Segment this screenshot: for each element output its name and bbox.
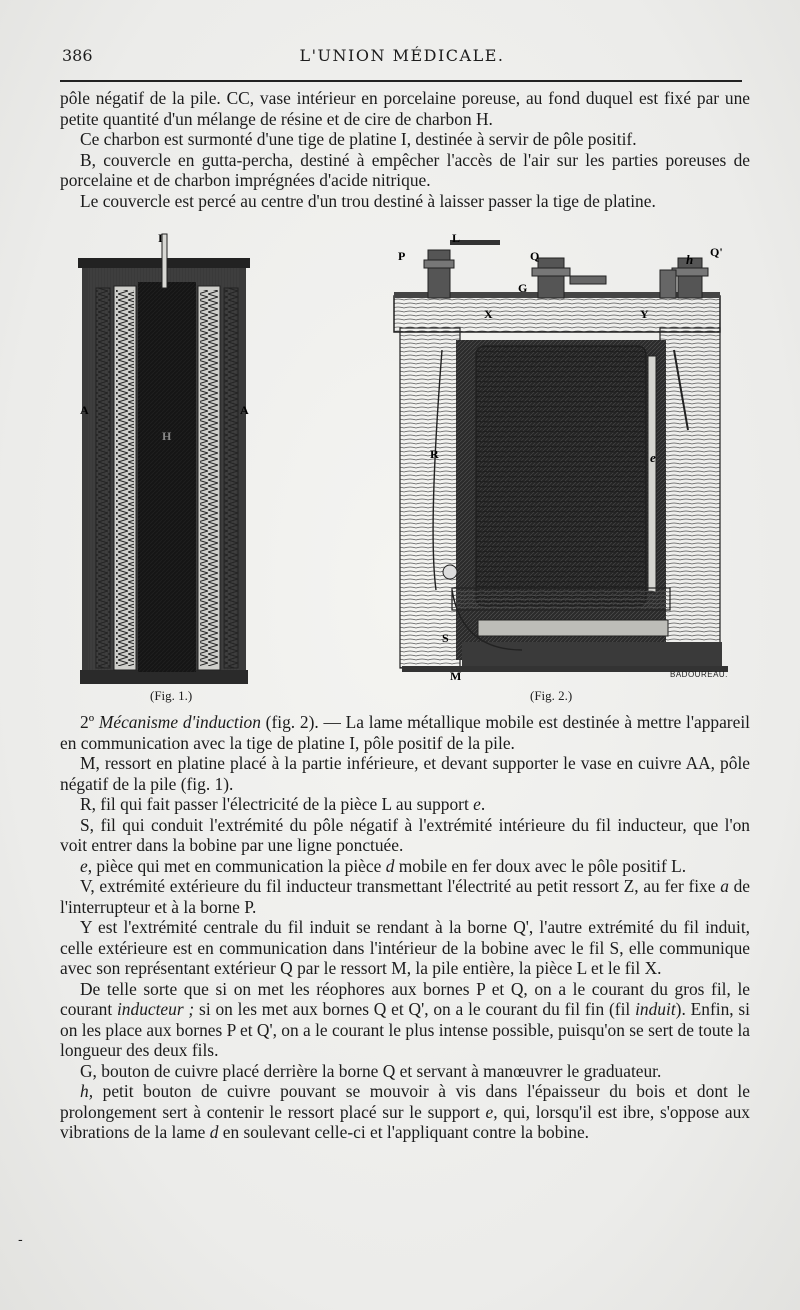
fig2-label-Q-prime: Q' (710, 245, 723, 259)
engraver-signature: BADOUREAU. (670, 670, 728, 679)
running-head (62, 40, 742, 70)
intro-paragraph: B, couvercle en gutta-percha, destiné à empêcher l'accès de l'air sur les parties poreuses de porcelaine et de charbon imprégnées d'acide nitrique. (60, 149, 750, 190)
fig1-label-H: H (162, 429, 172, 443)
fig1-label-I: I (158, 231, 163, 245)
paragraph-R: R, fil qui fait passer l'électricité de la pièce L au support e. (80, 794, 486, 814)
paragraph-e: e, pièce qui met en communication la pièce d mobile en fer doux avec le pôle positif L. (80, 855, 687, 876)
paragraph-h: h, petit bouton de cuivre pouvant se mouvoir à vis dans l'épaisseur du bois et dont le prolongement sert à contenir le ressort placé sur le support e, qui, lorsqu'il est ibre, s'oppose aux vibrations de la lame d en soulevant celle-ci et l'appliquant contre la bobine. (60, 1081, 750, 1142)
paragraph-V: V, extrémité extérieure du fil inducteur transmettant l'électrité au petit ressort Z, au fer fixe a de l'interrupteur et à la borne P. (60, 876, 751, 917)
intro-paragraph: Ce charbon est surmonté d'une tige de platine I, destinée à servir de pôle positif. (80, 129, 637, 149)
fig2-label-Q: Q (530, 249, 540, 263)
terminal-P (428, 250, 450, 298)
section-paragraph: 2º Mécanisme d'induction (fig. 2). — La lame métallique mobile est destinée à mettre l'appareil en communication avec la tige de platine I, pôle positif de la pile. (60, 712, 750, 753)
page-number: 386 (62, 46, 93, 65)
fig2-label-R: R (430, 447, 439, 461)
figure-1-caption: (Fig. 1.) (150, 688, 193, 703)
top-plank (394, 296, 720, 332)
fig2-label-G: G (518, 281, 528, 295)
intro-text (60, 88, 750, 211)
section-number: 2º (80, 712, 95, 732)
paragraph-reophores: De telle sorte que si on met les réophores aux bornes P et Q, on a le courant du gros fil, le courant inducteur ; si on les met aux bornes Q et Q', on a le courant du fil fin (fil induit). Enfin, si on les place aux bornes P et Q', on a le courant le plus intense possible, puisqu'on se sert de toute la longueur des deux fils. (60, 978, 751, 1060)
paragraph-G: G, bouton de cuivre placé derrière la borne Q et servant à manœuvrer le graduateur. (80, 1060, 662, 1081)
fig2-label-S: S (442, 631, 449, 645)
fig1-label-A-left: A (80, 403, 89, 417)
paragraph-S: S, fil qui conduit l'extrémité du pôle négatif à l'extrémité intérieure du fil inducteur, que l'on voit entrer dans la bobine par une ligne ponctuée. (60, 814, 750, 855)
intro-paragraph: Le couvercle est percé au centre d'un trou destiné à laisser passer la tige de platine. (80, 190, 656, 211)
intro-paragraph: pôle négatif de la pile. CC, vase intérieur en porcelaine poreuse, au fond duquel est fixé par une petite quantité d'un mélange de résine et de cire de charbon H. (60, 88, 750, 129)
fig2-label-Y: Y (640, 307, 649, 321)
terminal-Q (538, 258, 564, 298)
fig1-label-A-right: A (240, 403, 249, 417)
platinum-rod (162, 234, 167, 288)
fig2-label-M: M (450, 669, 462, 682)
header-rule (60, 80, 742, 82)
body-text (60, 712, 750, 1143)
paragraph-M: M, ressort en platine placé à la partie inférieure, et devant supporter le vase en cuivre AA, pôle négatif de la pile (fig. 1). (60, 753, 750, 794)
fig2-label-P: P (398, 249, 406, 263)
margin-mark: - (18, 1232, 23, 1248)
fig2-label-e: e (650, 450, 656, 465)
fig2-label-L: L (452, 231, 461, 245)
fig2-label-X: X (484, 307, 493, 321)
section-title: Mécanisme d'induction (98, 712, 261, 732)
figure-2-induction-apparatus (392, 230, 744, 682)
figure-1-pile (78, 228, 256, 688)
journal-title: L'UNION MÉDICALE. (299, 46, 505, 65)
fig2-label-h: h (686, 252, 694, 267)
figure-2-caption: (Fig. 2.) (530, 688, 573, 703)
paragraph-Y: Y est l'extrémité centrale du fil induit se rendant à la borne Q', l'autre extrémité du fil induit, celle extérieure est en communication dans l'intérieur de la bobine avec le fil S, elle communique avec son représentant extérieur Q par le ressort M, la pile entière, la pièce L et le fil X. (60, 917, 750, 978)
